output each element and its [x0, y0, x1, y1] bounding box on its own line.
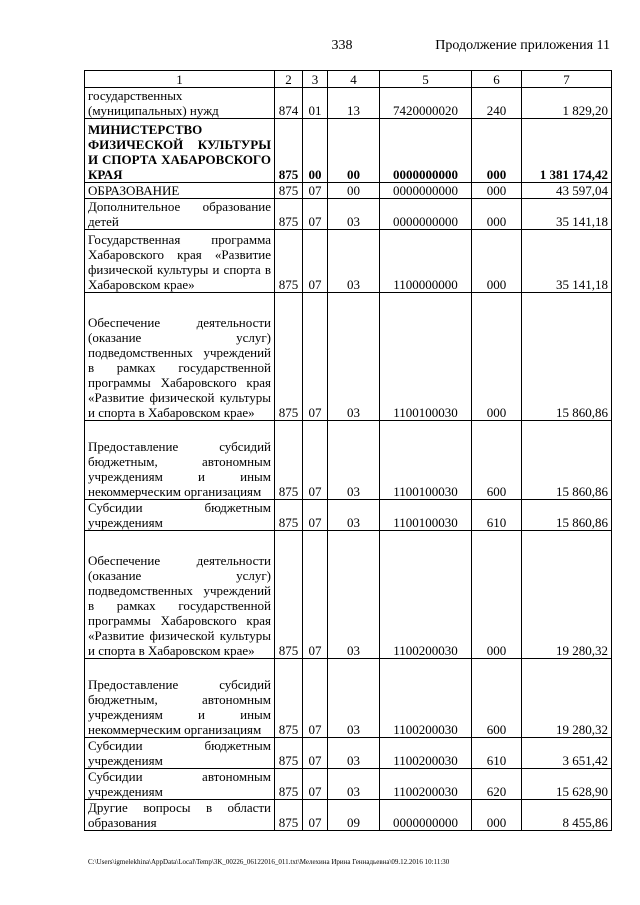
section-code-cell: 07	[303, 738, 328, 769]
subsection-code-cell: 03	[328, 500, 380, 531]
amount-cell: 1 381 174,42	[522, 119, 612, 183]
target-article-cell: 1100100030	[380, 293, 472, 421]
admin-code-cell: 875	[275, 800, 303, 831]
appendix-continuation: Продолжение приложения 11	[435, 38, 610, 53]
target-article-cell: 0000000000	[380, 183, 472, 199]
admin-code-cell: 875	[275, 421, 303, 500]
target-article-cell: 1100100030	[380, 421, 472, 500]
expense-type-cell: 000	[472, 800, 522, 831]
subsection-code-cell: 03	[328, 738, 380, 769]
table-row	[85, 659, 612, 738]
amount-cell: 35 141,18	[522, 230, 612, 293]
section-code-cell: 07	[303, 769, 328, 800]
target-article-cell: 0000000000	[380, 119, 472, 183]
amount-cell: 15 628,90	[522, 769, 612, 800]
target-article-cell: 1100200030	[380, 769, 472, 800]
column-number: 5	[380, 71, 472, 88]
table-row	[85, 531, 612, 659]
table-row	[85, 421, 612, 500]
table-row	[85, 230, 612, 293]
table-row	[85, 769, 612, 800]
table-row	[85, 88, 612, 119]
admin-code-cell: 875	[275, 293, 303, 421]
column-number: 3	[303, 71, 328, 88]
target-article-cell: 1100100030	[380, 500, 472, 531]
section-code-cell: 07	[303, 531, 328, 659]
target-article-cell: 1100000000	[380, 230, 472, 293]
row-name-cell: Обеспечение деятельности (оказание услуг) подведомственных учреждений в рамках государственной программы Хабаровского края «Развитие физической культуры и спорта в Хабаровском крае»	[85, 293, 275, 421]
table-row	[85, 800, 612, 831]
admin-code-cell: 875	[275, 230, 303, 293]
expense-type-cell: 000	[472, 199, 522, 230]
row-name-cell: Обеспечение деятельности (оказание услуг) подведомственных учреждений в рамках государственной программы Хабаровского края «Развитие физической культуры и спорта в Хабаровском крае»	[85, 531, 275, 659]
section-code-cell: 07	[303, 199, 328, 230]
admin-code-cell: 875	[275, 769, 303, 800]
target-article-cell: 7420000020	[380, 88, 472, 119]
expense-type-cell: 620	[472, 769, 522, 800]
expense-type-cell: 000	[472, 531, 522, 659]
table-row	[85, 738, 612, 769]
row-name-cell: ОБРАЗОВАНИЕ	[85, 183, 275, 199]
subsection-code-cell: 03	[328, 531, 380, 659]
table-row	[85, 293, 612, 421]
section-code-cell: 07	[303, 800, 328, 831]
admin-code-cell: 875	[275, 659, 303, 738]
table-row	[85, 119, 612, 183]
row-name-cell: МИНИСТЕРСТВО ФИЗИЧЕСКОЙ КУЛЬТУРЫ И СПОРТА ХАБАРОВСКОГО КРАЯ	[85, 119, 275, 183]
section-code-cell: 07	[303, 421, 328, 500]
subsection-code-cell: 03	[328, 769, 380, 800]
row-name-cell: Предоставление субсидий бюджетным, автономным учреждениям и иным некоммерческим организациям	[85, 421, 275, 500]
admin-code-cell: 875	[275, 531, 303, 659]
file-path-footer: C:\Users\igmelekhina\AppData\Local\Temp\3K_00226_06122016_011.txt\Мелехина Ирина Геннадьевна\09.12.2016 10:11:30	[88, 858, 450, 866]
subsection-code-cell: 03	[328, 230, 380, 293]
table-row	[85, 500, 612, 531]
column-number: 2	[275, 71, 303, 88]
admin-code-cell: 875	[275, 183, 303, 199]
column-number: 6	[472, 71, 522, 88]
target-article-cell: 0000000000	[380, 199, 472, 230]
expense-type-cell: 610	[472, 738, 522, 769]
column-number: 4	[328, 71, 380, 88]
subsection-code-cell: 03	[328, 293, 380, 421]
admin-code-cell: 875	[275, 500, 303, 531]
target-article-cell: 1100200030	[380, 738, 472, 769]
table-row	[85, 183, 612, 199]
amount-cell: 19 280,32	[522, 531, 612, 659]
section-code-cell: 07	[303, 659, 328, 738]
row-name-cell: Государственная программа Хабаровского края «Развитие физической культуры и спорта в Хабаровском крае»	[85, 230, 275, 293]
column-number: 1	[85, 71, 275, 88]
expense-type-cell: 610	[472, 500, 522, 531]
section-code-cell: 00	[303, 119, 328, 183]
row-name-cell: государственных (муниципальных) нужд	[85, 88, 275, 119]
column-number: 7	[522, 71, 612, 88]
expense-type-cell: 600	[472, 659, 522, 738]
expense-type-cell: 000	[472, 119, 522, 183]
section-code-cell: 01	[303, 88, 328, 119]
section-code-cell: 07	[303, 293, 328, 421]
page-number: 338	[331, 38, 353, 53]
subsection-code-cell: 09	[328, 800, 380, 831]
subsection-code-cell: 00	[328, 119, 380, 183]
amount-cell: 3 651,42	[522, 738, 612, 769]
expense-type-cell: 600	[472, 421, 522, 500]
admin-code-cell: 875	[275, 199, 303, 230]
expense-type-cell: 000	[472, 230, 522, 293]
amount-cell: 43 597,04	[522, 183, 612, 199]
amount-cell: 35 141,18	[522, 199, 612, 230]
expense-type-cell: 000	[472, 183, 522, 199]
amount-cell: 8 455,86	[522, 800, 612, 831]
row-name-cell: Субсидии бюджетным учреждениям	[85, 500, 275, 531]
admin-code-cell: 875	[275, 119, 303, 183]
row-name-cell: Другие вопросы в области образования	[85, 800, 275, 831]
subsection-code-cell: 13	[328, 88, 380, 119]
target-article-cell: 0000000000	[380, 800, 472, 831]
admin-code-cell: 875	[275, 738, 303, 769]
table-row	[85, 199, 612, 230]
row-name-cell: Субсидии бюджетным учреждениям	[85, 738, 275, 769]
target-article-cell: 1100200030	[380, 531, 472, 659]
amount-cell: 15 860,86	[522, 500, 612, 531]
target-article-cell: 1100200030	[380, 659, 472, 738]
amount-cell: 15 860,86	[522, 421, 612, 500]
subsection-code-cell: 03	[328, 421, 380, 500]
section-code-cell: 07	[303, 500, 328, 531]
subsection-code-cell: 03	[328, 659, 380, 738]
section-code-cell: 07	[303, 230, 328, 293]
column-number-row	[85, 71, 612, 88]
row-name-cell: Предоставление субсидий бюджетным, автономным учреждениям и иным некоммерческим организациям	[85, 659, 275, 738]
subsection-code-cell: 00	[328, 183, 380, 199]
row-name-cell: Субсидии автономным учреждениям	[85, 769, 275, 800]
budget-table	[84, 70, 612, 831]
amount-cell: 19 280,32	[522, 659, 612, 738]
amount-cell: 15 860,86	[522, 293, 612, 421]
section-code-cell: 07	[303, 183, 328, 199]
subsection-code-cell: 03	[328, 199, 380, 230]
expense-type-cell: 000	[472, 293, 522, 421]
expense-type-cell: 240	[472, 88, 522, 119]
row-name-cell: Дополнительное образование детей	[85, 199, 275, 230]
amount-cell: 1 829,20	[522, 88, 612, 119]
admin-code-cell: 874	[275, 88, 303, 119]
